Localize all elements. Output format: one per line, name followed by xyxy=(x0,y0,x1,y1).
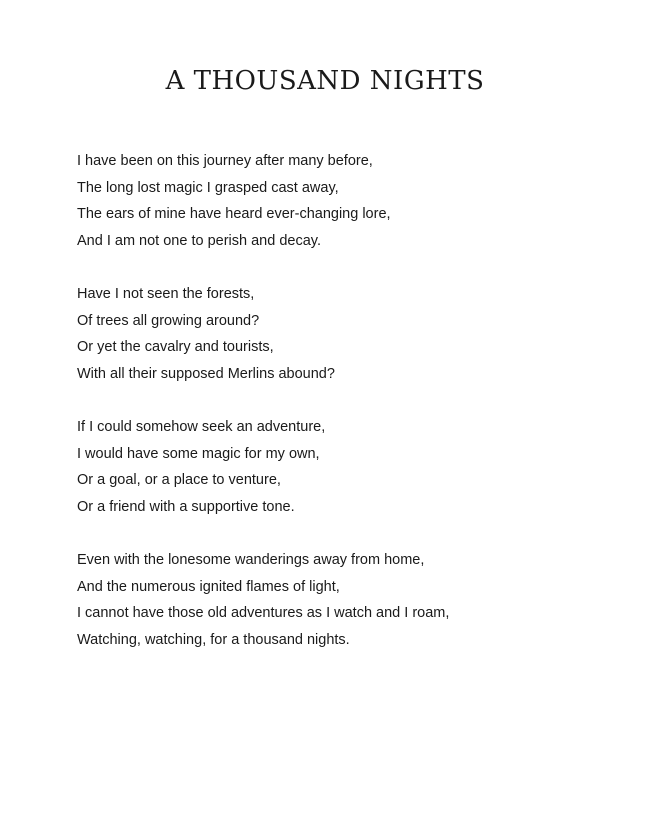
poem-body xyxy=(77,148,617,680)
poem-line: Or yet the cavalry and tourists, xyxy=(77,339,274,356)
poem-line: Have I not seen the forests, xyxy=(77,285,255,302)
poem-line: With all their supposed Merlins abound? xyxy=(77,365,335,382)
stanza xyxy=(77,148,617,254)
poem-line: I cannot have those old adventures as I watch and I roam, xyxy=(77,605,450,622)
poem-line: Or a goal, or a place to venture, xyxy=(77,472,281,489)
poem-line: Watching, watching, for a thousand nights. xyxy=(77,631,350,648)
stanza xyxy=(77,414,617,520)
poem-line: The long lost magic I grasped cast away, xyxy=(77,179,339,196)
poem-line: I have been on this journey after many before, xyxy=(77,153,373,169)
poem-line: Or a friend with a supportive tone. xyxy=(77,498,295,515)
poem-line: The ears of mine have heard ever-changing lore, xyxy=(77,206,391,223)
poem-line: Even with the lonesome wanderings away from home, xyxy=(77,551,425,568)
poem-line: And I am not one to perish and decay. xyxy=(77,232,321,249)
poem-line: Of trees all growing around? xyxy=(77,312,260,329)
poem-line: If I could somehow seek an adventure, xyxy=(77,418,326,435)
poem-title: A THOUSAND NIGHTS xyxy=(165,66,485,96)
poem-line: And the numerous ignited flames of light, xyxy=(77,578,340,595)
poem-line: I would have some magic for my own, xyxy=(77,445,320,462)
stanza xyxy=(77,547,617,653)
stanza xyxy=(77,281,617,387)
